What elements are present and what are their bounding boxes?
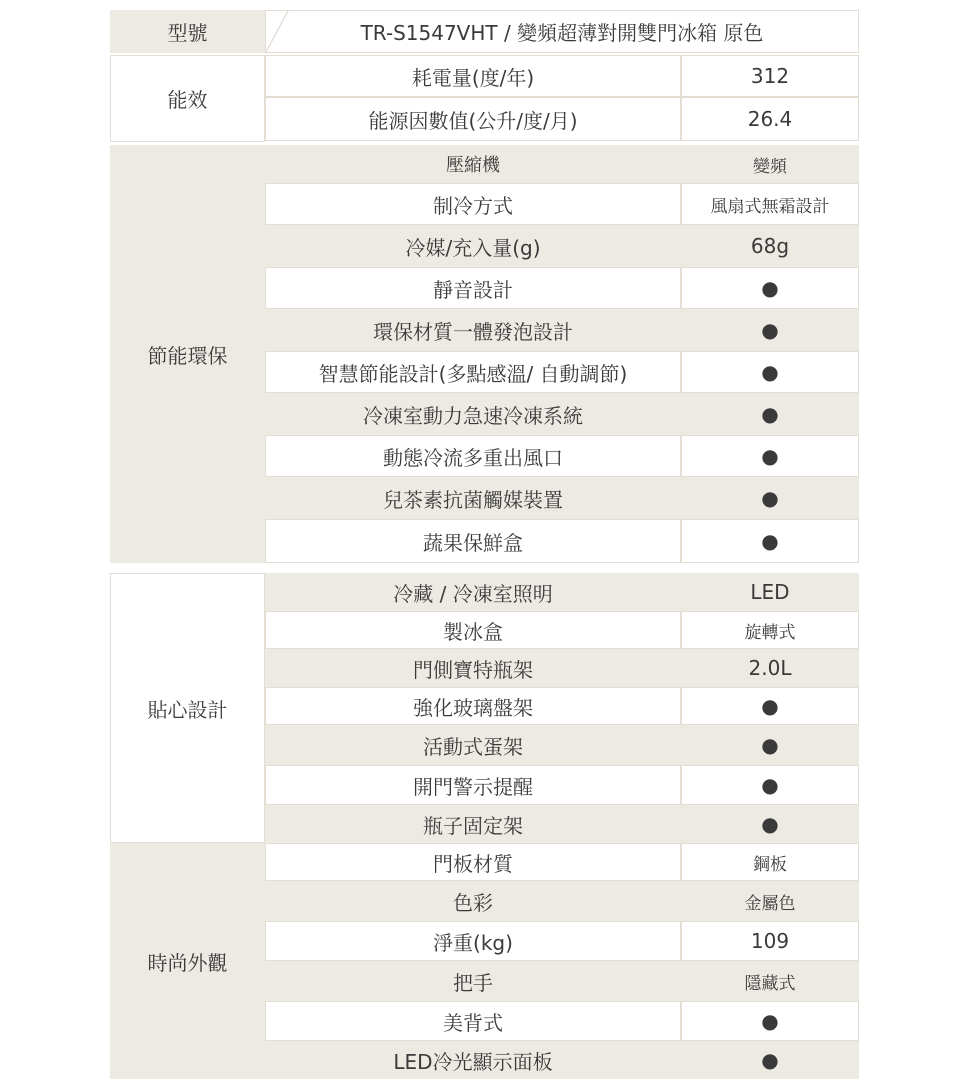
row-label-cell — [265, 225, 681, 267]
row-value: 鋼板 — [753, 854, 787, 875]
table-row — [265, 519, 859, 563]
row-value-cell — [681, 843, 859, 881]
row-value-cell — [681, 573, 859, 611]
row-value-cell — [681, 477, 859, 519]
table-row — [265, 1041, 859, 1079]
row-value: ● — [761, 773, 779, 797]
row-label-cell — [265, 145, 681, 183]
row-value: ● — [761, 402, 779, 426]
row-value: 金屬色 — [744, 893, 796, 914]
row-value-cell — [681, 805, 859, 843]
row-label: 靜音設計 — [433, 277, 513, 302]
row-value: ● — [761, 276, 779, 300]
table-row — [265, 649, 859, 687]
row-value: 68g — [750, 234, 790, 258]
row-value-cell — [681, 97, 859, 141]
row-value: 2.0L — [748, 656, 792, 680]
row-label-cell — [265, 97, 681, 141]
row-value: ● — [761, 1048, 779, 1072]
row-label: 能源因數值(公升/度/月) — [368, 108, 578, 133]
row-value: 隱藏式 — [744, 973, 796, 994]
row-value: 風扇式無霜設計 — [710, 196, 830, 217]
row-value-cell — [681, 309, 859, 351]
section-title-energy-cell — [110, 55, 265, 142]
row-value: 變頻 — [753, 156, 787, 177]
row-label-cell — [265, 1001, 681, 1041]
row-value-cell — [681, 351, 859, 393]
row-value: 旋轉式 — [744, 622, 796, 643]
table-row — [265, 725, 859, 765]
row-value-cell — [681, 921, 859, 961]
row-value-cell — [681, 687, 859, 725]
table-row — [265, 611, 859, 649]
row-value-cell — [681, 519, 859, 563]
table-row — [265, 573, 859, 611]
row-label-cell — [265, 183, 681, 225]
row-value-cell — [681, 765, 859, 805]
row-value-cell — [681, 267, 859, 309]
row-value-cell — [681, 183, 859, 225]
row-value: ● — [761, 529, 779, 553]
row-label-cell — [265, 843, 681, 881]
row-label-cell — [265, 55, 681, 97]
section-title-style: 時尚外觀 — [147, 950, 228, 975]
row-label: 活動式蛋架 — [423, 734, 523, 759]
row-value-cell — [681, 611, 859, 649]
row-value-cell — [681, 1041, 859, 1079]
row-label: 把手 — [453, 970, 493, 995]
row-label: 壓縮機 — [446, 155, 500, 176]
table-row — [265, 961, 859, 1001]
table-row — [265, 435, 859, 477]
row-value-cell — [681, 961, 859, 1001]
row-label: 冷凍室動力急速冷凍系統 — [363, 403, 583, 428]
row-value: 109 — [750, 929, 790, 953]
row-value: ● — [761, 318, 779, 342]
row-value-cell — [681, 393, 859, 435]
row-label: 耗電量(度/年) — [411, 65, 535, 90]
row-value: ● — [761, 1009, 779, 1033]
table-row — [265, 393, 859, 435]
section-title-eco-cell — [110, 145, 265, 563]
table-row — [265, 881, 859, 921]
row-label-cell — [265, 1041, 681, 1079]
row-value-cell — [681, 881, 859, 921]
table-row — [265, 351, 859, 393]
row-label-cell — [265, 961, 681, 1001]
row-label: 美背式 — [443, 1010, 503, 1035]
row-label: 環保材質一體發泡設計 — [373, 319, 573, 344]
row-value: ● — [761, 812, 779, 836]
table-row — [265, 97, 859, 141]
row-label-cell — [265, 477, 681, 519]
row-value-cell — [681, 1001, 859, 1041]
section-title-care-cell — [110, 573, 265, 843]
table-row — [265, 765, 859, 805]
section-title-energy: 能效 — [167, 88, 208, 112]
model-name: TR-S1547VHT / 變頻超薄對開雙門冰箱 原色 — [360, 21, 764, 45]
row-label: LED冷光顯示面板 — [393, 1049, 553, 1074]
row-value: ● — [761, 360, 779, 384]
table-row — [265, 843, 859, 881]
row-label-cell — [265, 351, 681, 393]
table-row — [265, 267, 859, 309]
row-label: 色彩 — [453, 890, 493, 915]
table-row — [265, 477, 859, 519]
table-row — [265, 145, 859, 183]
row-label-cell — [265, 649, 681, 687]
table-row — [265, 1001, 859, 1041]
table-row — [265, 687, 859, 725]
row-label: 製冰盒 — [443, 619, 503, 644]
row-label: 冷媒/充入量(g) — [405, 235, 541, 260]
row-label: 瓶子固定架 — [423, 813, 523, 838]
table-row — [265, 309, 859, 351]
header-label-cell — [110, 10, 265, 53]
row-value-cell — [681, 55, 859, 97]
section-title-eco: 節能環保 — [147, 343, 228, 368]
row-label-cell — [265, 725, 681, 765]
row-value: ● — [761, 694, 779, 718]
row-label-cell — [265, 765, 681, 805]
row-label-cell — [265, 687, 681, 725]
row-label: 動態冷流多重出風口 — [383, 445, 563, 470]
row-label: 開門警示提醒 — [413, 774, 533, 799]
row-value-cell — [681, 145, 859, 183]
row-label-cell — [265, 881, 681, 921]
row-value-cell — [681, 649, 859, 687]
row-value-cell — [681, 725, 859, 765]
header-label: 型號 — [167, 21, 208, 45]
table-row — [265, 225, 859, 267]
row-label: 兒茶素抗菌觸媒裝置 — [383, 487, 563, 512]
row-label: 蔬果保鮮盒 — [423, 530, 523, 555]
row-label: 制冷方式 — [433, 193, 513, 218]
row-label: 門板材質 — [433, 851, 513, 876]
row-value: 312 — [750, 64, 790, 88]
row-label: 冷藏 / 冷凍室照明 — [393, 581, 553, 606]
table-row — [265, 55, 859, 97]
row-label-cell — [265, 573, 681, 611]
row-value-cell — [681, 435, 859, 477]
row-value: ● — [761, 444, 779, 468]
row-value: ● — [761, 486, 779, 510]
row-value: LED — [750, 580, 790, 604]
row-value: ● — [761, 733, 779, 757]
row-label: 門側寶特瓶架 — [413, 657, 533, 682]
table-row — [265, 805, 859, 843]
header-model-cell — [265, 10, 859, 53]
table-row — [265, 183, 859, 225]
section-title-care: 貼心設計 — [147, 697, 228, 722]
row-label-cell — [265, 267, 681, 309]
row-label: 淨重(kg) — [433, 930, 513, 955]
row-label-cell — [265, 435, 681, 477]
table-row — [265, 921, 859, 961]
row-value-cell — [681, 225, 859, 267]
row-label: 智慧節能設計(多點感溫/ 自動調節) — [318, 361, 628, 386]
row-label-cell — [265, 519, 681, 563]
row-value: 26.4 — [747, 107, 793, 131]
row-label-cell — [265, 393, 681, 435]
row-label-cell — [265, 805, 681, 843]
row-label-cell — [265, 611, 681, 649]
row-label-cell — [265, 309, 681, 351]
section-title-style-cell — [110, 843, 265, 1079]
row-label: 強化玻璃盤架 — [413, 695, 533, 720]
row-label-cell — [265, 921, 681, 961]
